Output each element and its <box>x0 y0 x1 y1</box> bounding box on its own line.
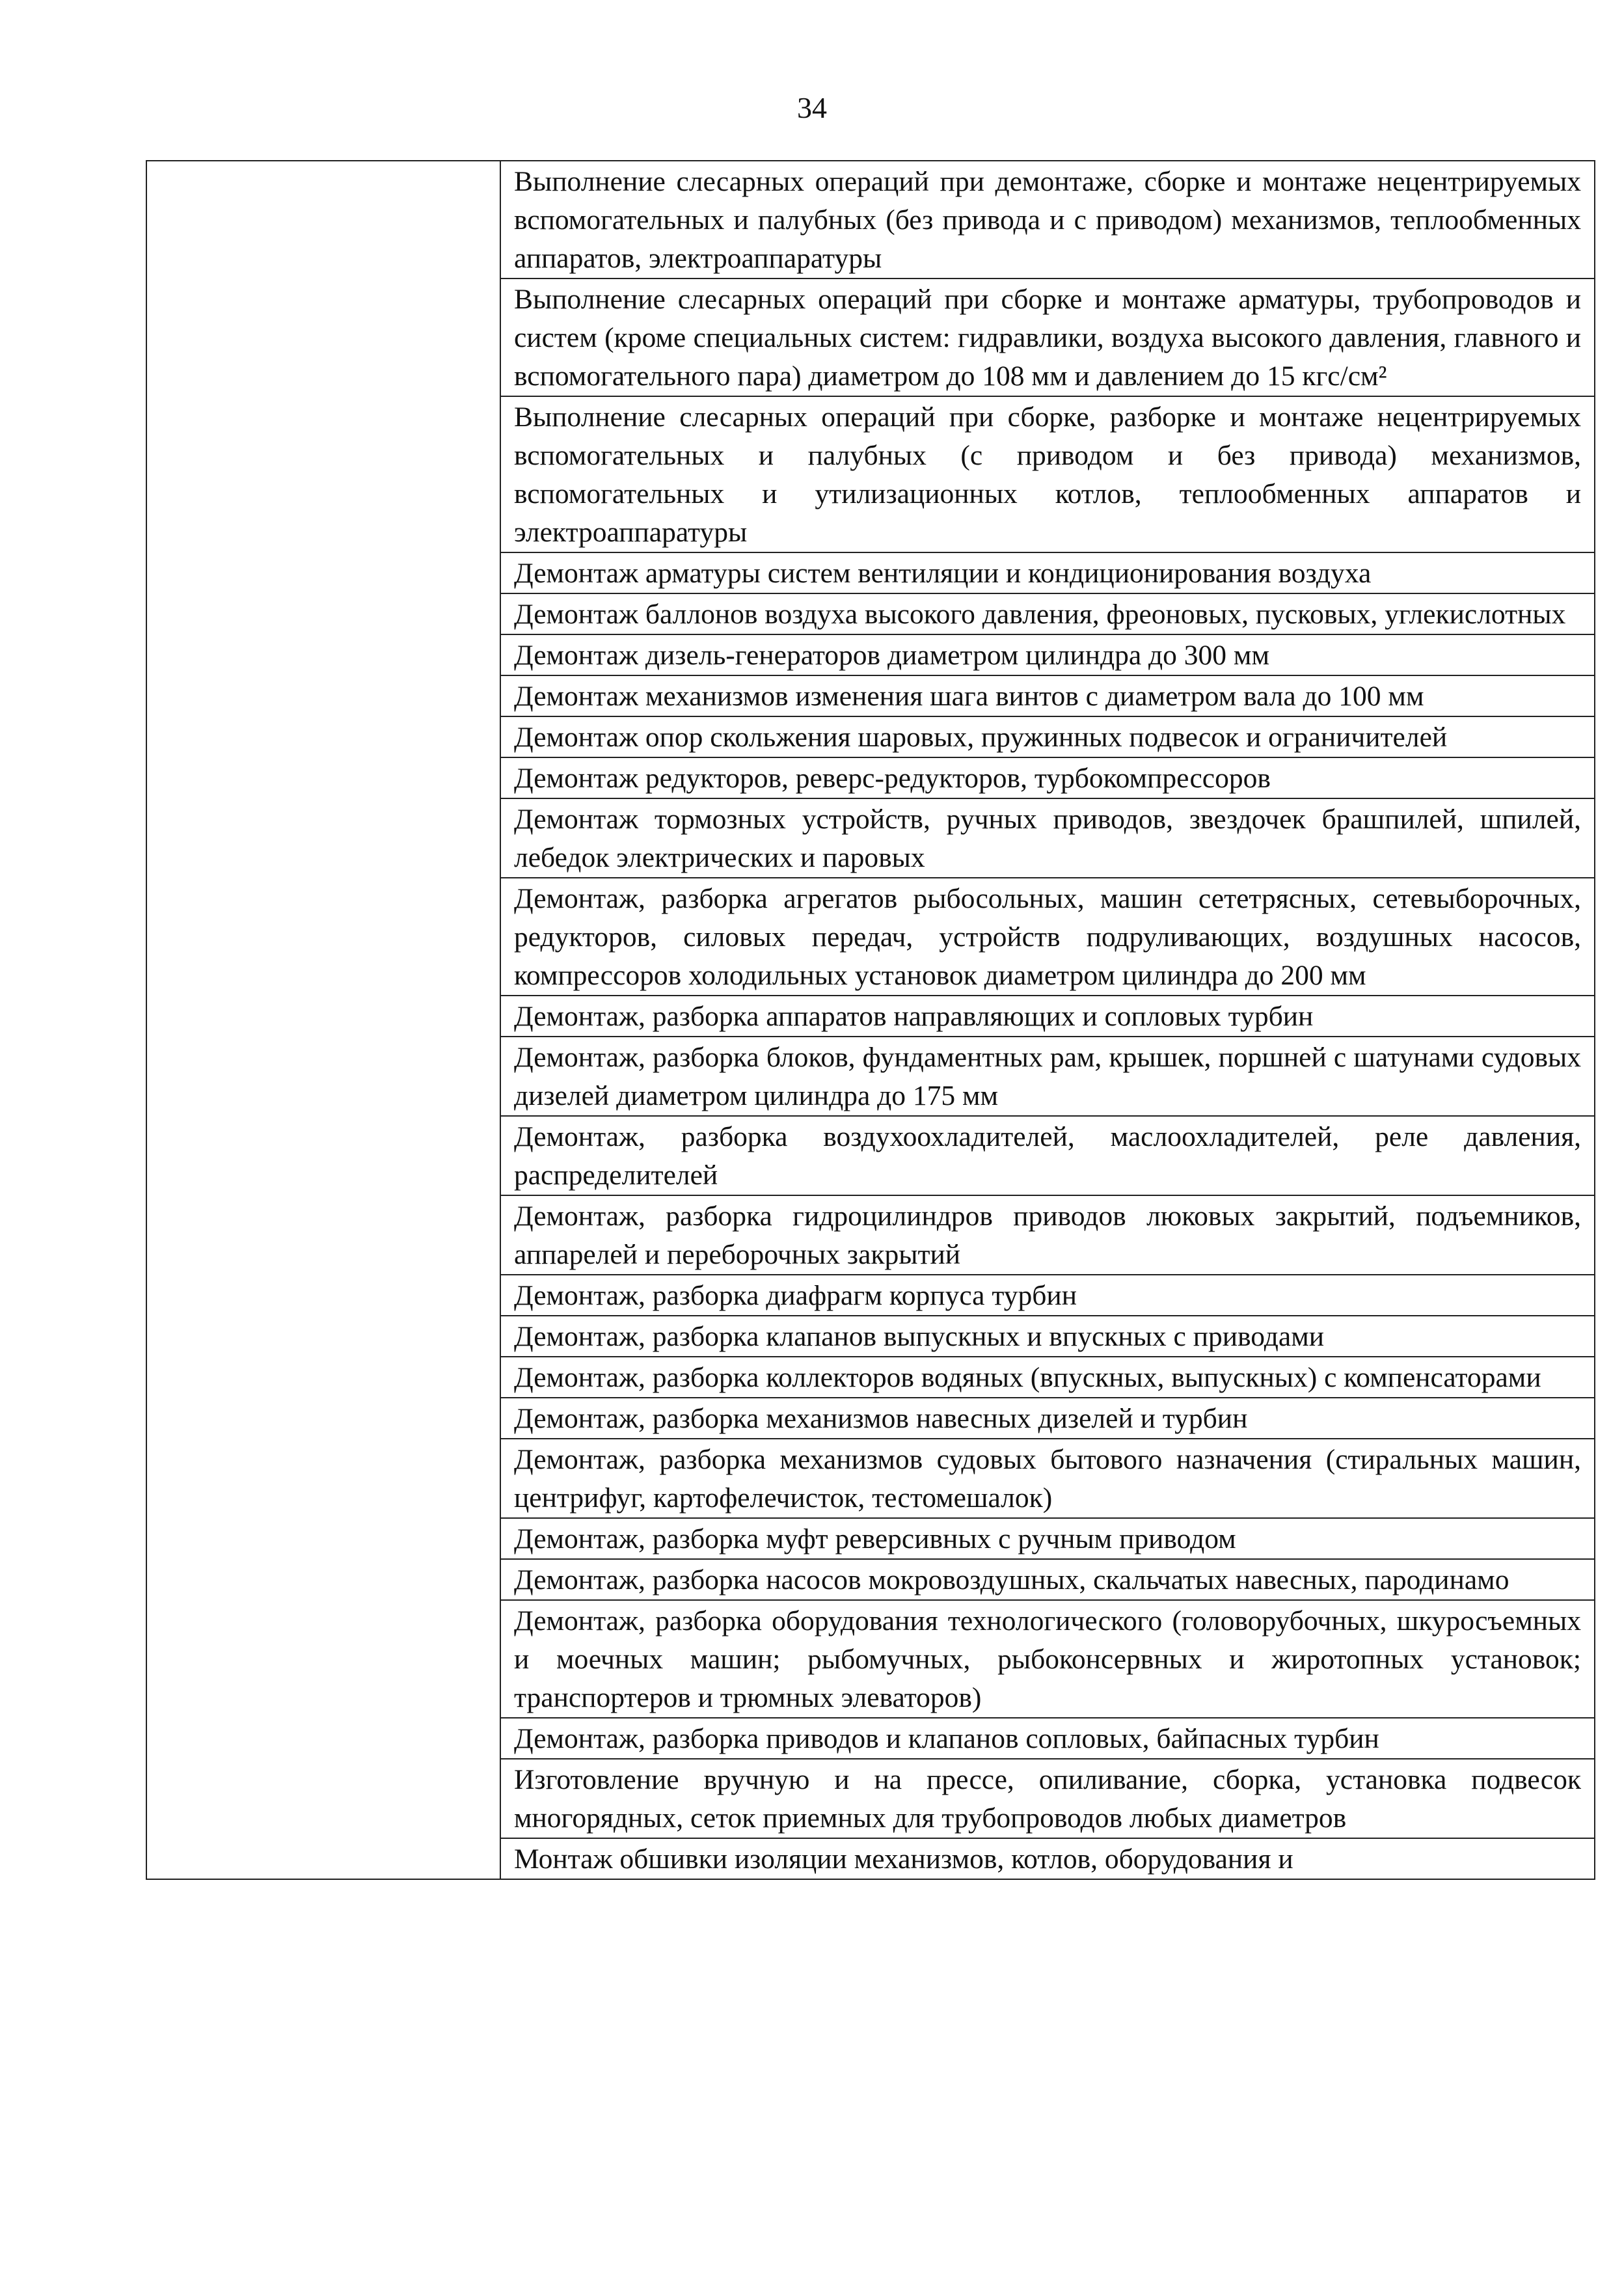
work-item: Выполнение слесарных операций при сборке и монтаже арматуры, трубопроводов и систем (кроме специальных систем: гидравлики, воздуха высокого давления, главного и вспомогательного пара) диаметром до 108 мм и давлением до 15 кгс/см² <box>500 278 1595 396</box>
work-item: Демонтаж, разборка гидроцилиндров приводов люковых закрытий, подъемников, аппарелей и переборочных закрытий <box>500 1195 1595 1275</box>
work-item: Демонтаж, разборка коллекторов водяных (впускных, выпускных) с компенсаторами <box>500 1357 1595 1398</box>
work-item: Демонтаж редукторов, реверс-редукторов, турбокомпрессоров <box>500 757 1595 798</box>
work-item: Демонтаж тормозных устройств, ручных приводов, звездочек брашпилей, шпилей, лебедок электрических и паровых <box>500 798 1595 878</box>
work-item: Демонтаж, разборка блоков, фундаментных рам, крышек, поршней с шатунами судовых дизелей диаметром цилиндра до 175 мм <box>500 1037 1595 1116</box>
work-item: Демонтаж арматуры систем вентиляции и кондиционирования воздуха <box>500 552 1595 593</box>
table-row <box>146 161 1595 278</box>
work-item: Демонтаж, разборка муфт реверсивных с ручным приводом <box>500 1518 1595 1559</box>
work-item: Демонтаж, разборка воздухоохладителей, маслоохладителей, реле давления, распределителей <box>500 1116 1595 1195</box>
work-item: Выполнение слесарных операций при демонтаже, сборке и монтаже нецентрируемых вспомогательных и палубных (без привода и с приводом) механизмов, теплообменных аппаратов, электроаппаратуры <box>500 161 1595 278</box>
work-item: Демонтаж опор скольжения шаровых, пружинных подвесок и ограничителей <box>500 716 1595 757</box>
work-item: Демонтаж механизмов изменения шага винтов с диаметром вала до 100 мм <box>500 675 1595 716</box>
work-item: Демонтаж, разборка диафрагм корпуса турбин <box>500 1275 1595 1316</box>
work-item: Монтаж обшивки изоляции механизмов, котлов, оборудования и <box>500 1838 1595 1879</box>
work-item: Демонтаж баллонов воздуха высокого давления, фреоновых, пусковых, углекислотных <box>500 593 1595 634</box>
work-item: Демонтаж, разборка оборудования технологического (головорубочных, шкуросъемных и моечных машин; рыбомучных, рыбоконсервных и жиротопных установок; транспортеров и трюмных элеваторов) <box>500 1600 1595 1718</box>
work-item: Изготовление вручную и на прессе, опиливание, сборка, установка подвесок многорядных, сеток приемных для трубопроводов любых диаметров <box>500 1759 1595 1838</box>
operations-table <box>146 160 1595 1880</box>
work-item: Демонтаж, разборка аппаратов направляющих и сопловых турбин <box>500 996 1595 1037</box>
page-number: 34 <box>797 91 827 124</box>
work-item: Демонтаж, разборка насосов мокровоздушных, скальчатых навесных, пародинамо <box>500 1559 1595 1600</box>
work-item: Демонтаж, разборка механизмов навесных дизелей и турбин <box>500 1398 1595 1439</box>
work-item: Выполнение слесарных операций при сборке, разборке и монтаже нецентрируемых вспомогательных и палубных (с приводом и без привода) механизмов, вспомогательных и утилизационных котлов, теплообменных аппаратов и электроаппаратуры <box>500 396 1595 552</box>
profession-cell <box>146 161 500 1879</box>
work-item: Демонтаж, разборка приводов и клапанов сопловых, байпасных турбин <box>500 1718 1595 1759</box>
work-item: Демонтаж, разборка клапанов выпускных и впускных с приводами <box>500 1316 1595 1357</box>
work-item: Демонтаж дизель-генераторов диаметром цилиндра до 300 мм <box>500 634 1595 675</box>
work-item: Демонтаж, разборка агрегатов рыбосольных, машин сететрясных, сетевыборочных, редукторов, силовых передач, устройств подруливающих, воздушных насосов, компрессоров холодильных установок диаметром цилиндра до 200 мм <box>500 878 1595 996</box>
work-item: Демонтаж, разборка механизмов судовых бытового назначения (стиральных машин, центрифуг, картофелечисток, тестомешалок) <box>500 1439 1595 1518</box>
